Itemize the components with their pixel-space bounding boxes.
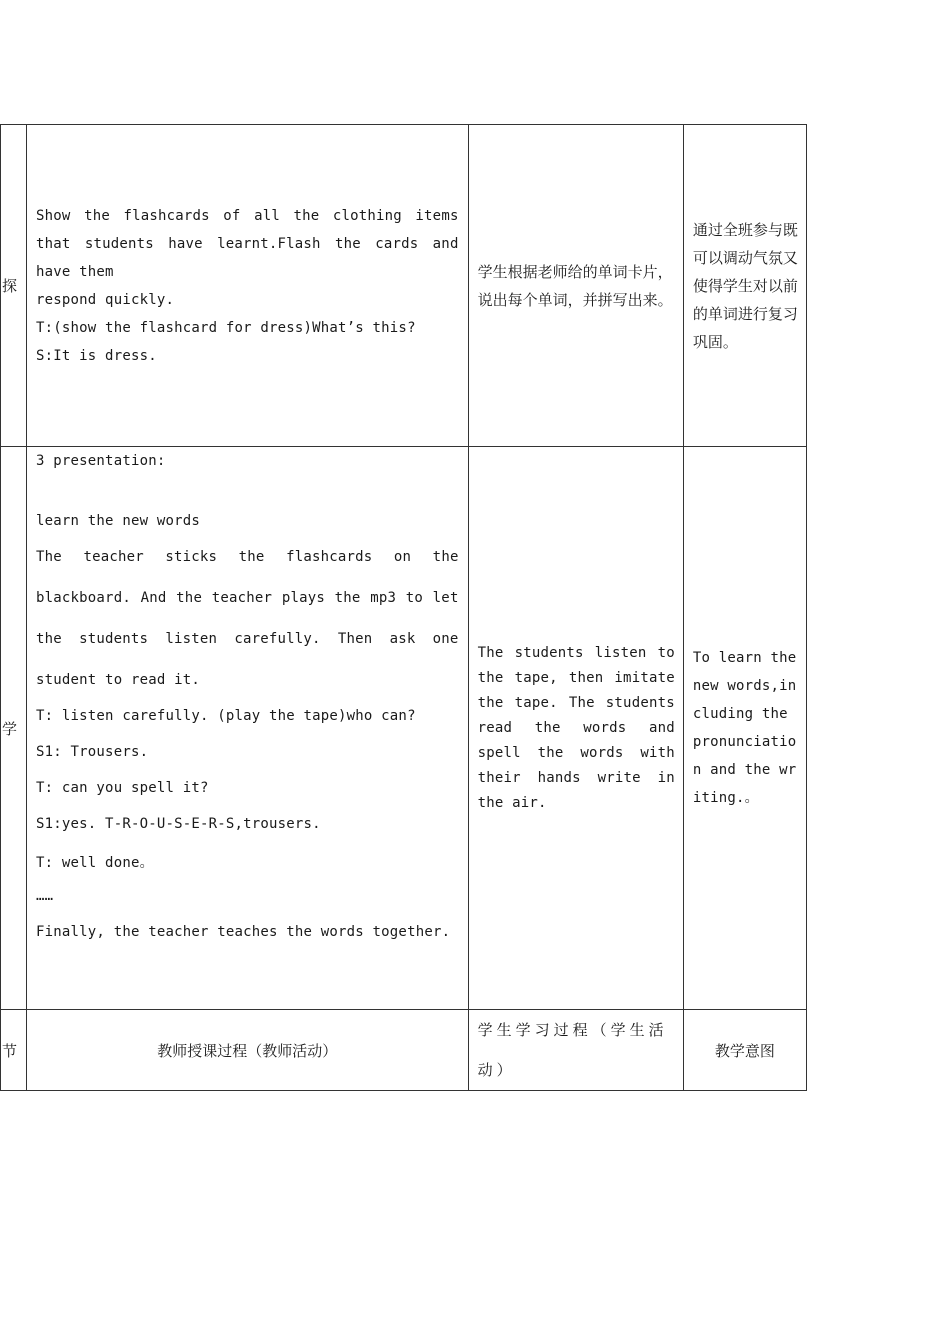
teacher-activity-text: [27, 202, 468, 370]
text-line: Finally, the teacher teaches the words together.: [36, 924, 451, 940]
text-line: The teacher sticks the flashcards on the: [36, 549, 459, 565]
text-line: the students listen carefully. Then ask one: [36, 631, 459, 647]
teaching-intent-cell: [683, 125, 806, 447]
text-line: T: can you spell it?: [36, 780, 209, 796]
teacher-header-label: 教师授课过程（教师活动）: [157, 1041, 338, 1060]
text-line: 3 presentation:: [36, 453, 166, 469]
text-line: student to read it.: [36, 672, 200, 688]
text-line: respond quickly.: [36, 291, 175, 308]
stage-cell: [1, 125, 27, 447]
table-row: [1, 125, 807, 447]
text-line: ……: [36, 888, 54, 904]
text-line: S1: Trousers.: [36, 744, 149, 760]
stage-cell: [1, 447, 27, 1010]
table-header-row: [1, 1010, 807, 1091]
table-row: [1, 447, 807, 1010]
text-line: T: well done。: [36, 855, 154, 871]
lesson-plan-table: [0, 124, 807, 1091]
teacher-activity-cell: [27, 447, 469, 1010]
teaching-intent-text: 通过全班参与既可以调动气氛又使得学生对以前的单词进行复习巩固。: [692, 220, 798, 351]
text-line: S1:yes. T-R-O-U-S-E-R-S,trousers.: [36, 816, 321, 832]
text-line: T:(show the flashcard for dress)What’s this?: [36, 319, 416, 336]
stage-label: 探: [2, 277, 18, 295]
stage-label: 学: [2, 719, 18, 738]
student-activity-text: 学生根据老师给的单词卡片，说出每个单词，并拼写出来。: [477, 262, 673, 309]
teacher-header-cell: [27, 1010, 469, 1091]
teacher-activity-text: [27, 447, 468, 960]
teaching-intent-text: To learn the new words,including the pronunciation and the writing.。: [692, 650, 797, 806]
text-line: students have learnt.Flash the cards and have them: [36, 235, 459, 280]
student-header-cell: [468, 1010, 683, 1091]
intent-header-cell: [683, 1010, 806, 1091]
intent-header-label: 教学意图: [714, 1041, 775, 1060]
text-line: T: listen carefully. (play the tape)who can?: [36, 708, 416, 724]
text-line: blackboard. And the teacher plays the mp3 to let: [36, 590, 459, 606]
student-activity-text: The students listen to the tape, then imitate the tape. The students read the words and spell the words with their hands write in the air.: [477, 644, 675, 811]
stage-header-cell: [1, 1010, 27, 1091]
text-line: learn the new words: [36, 513, 200, 529]
teacher-activity-cell: [27, 125, 469, 447]
text-line: Show the flashcards of all the clothing items that: [36, 207, 459, 252]
text-line: [36, 483, 459, 513]
student-activity-cell: [468, 125, 683, 447]
stage-header-label: 节: [2, 1041, 18, 1060]
student-header-label: 学生学习过程（学生活动）: [477, 1021, 668, 1079]
student-activity-cell: [468, 447, 683, 1010]
teaching-intent-cell: [683, 447, 806, 1010]
text-line: S:It is dress.: [36, 347, 157, 364]
